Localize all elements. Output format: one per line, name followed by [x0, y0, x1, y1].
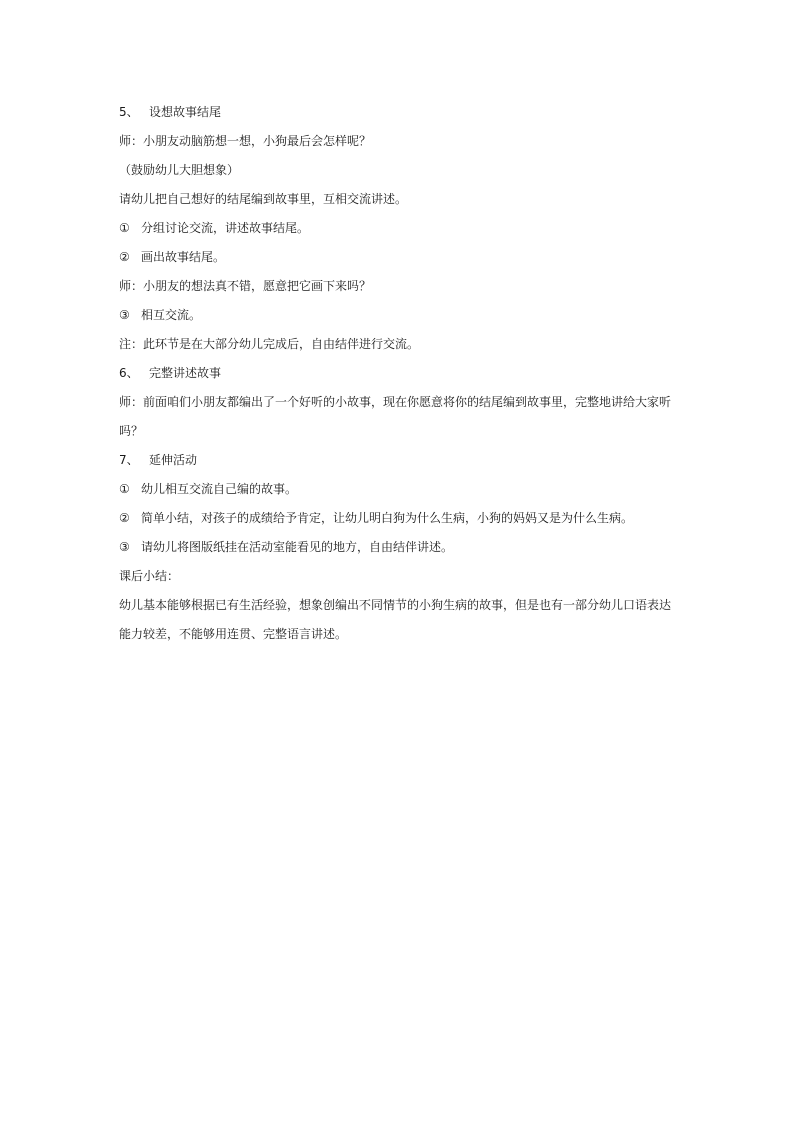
section-title: 设想故事结尾: [149, 105, 222, 119]
list-item: [119, 214, 679, 243]
list-marker: ③: [119, 540, 130, 554]
list-item-text: 画出故事结尾。: [141, 250, 226, 264]
list-marker: ②: [119, 250, 130, 264]
teacher-question-line: 师：小朋友的想法真不错，愿意把它画下来吗？: [119, 279, 372, 293]
section-number: 7、: [119, 453, 139, 467]
section-heading-6: [119, 359, 679, 388]
section-number: 5、: [119, 105, 139, 119]
list-item: [119, 301, 679, 330]
list-item: [119, 504, 679, 533]
list-item: [119, 533, 679, 562]
list-item-text: 分组讨论交流，讲述故事结尾。: [141, 221, 310, 235]
note-line: （鼓励幼儿大胆想象）: [119, 163, 240, 177]
list-marker: ①: [119, 221, 130, 235]
remark-line: 注：此环节是在大部分幼儿完成后，自由结伴进行交流。: [119, 337, 420, 351]
teacher-question-paragraph: 师：前面咱们小朋友都编出了一个好听的小故事，现在你愿意将你的结尾编到故事里，完整地讲给大家听吗？: [119, 395, 672, 438]
list-item-text: 请幼儿将图版纸挂在活动室能看见的地方，自由结伴讲述。: [141, 540, 454, 554]
summary-paragraph: 幼儿基本能够根据已有生活经验，想象创编出不同情节的小狗生病的故事，但是也有一部分幼儿口语表达能力较差，不能够用连贯、完整语言讲述。: [119, 598, 672, 641]
list-marker: ②: [119, 511, 130, 525]
section-title: 完整讲述故事: [149, 366, 222, 380]
instruction-line: 请幼儿把自己想好的结尾编到故事里，互相交流讲述。: [119, 192, 408, 206]
list-item: [119, 475, 679, 504]
section-title: 延伸活动: [149, 453, 198, 467]
section-number: 6、: [119, 366, 139, 380]
list-item-text: 简单小结，对孩子的成绩给予肯定，让幼儿明白狗为什么生病，小狗的妈妈又是为什么生病。: [141, 511, 634, 525]
list-marker: ③: [119, 308, 130, 322]
document-body: [119, 98, 679, 649]
list-item-text: 幼儿相互交流自己编的故事。: [141, 482, 298, 496]
summary-heading: 课后小结：: [119, 569, 180, 583]
section-heading-7: [119, 446, 679, 475]
teacher-question-line: 师：小朋友动脑筋想一想，小狗最后会怎样呢？: [119, 134, 372, 148]
list-item-text: 相互交流。: [141, 308, 202, 322]
list-marker: ①: [119, 482, 130, 496]
list-item: [119, 243, 679, 272]
section-heading-5: [119, 98, 679, 127]
